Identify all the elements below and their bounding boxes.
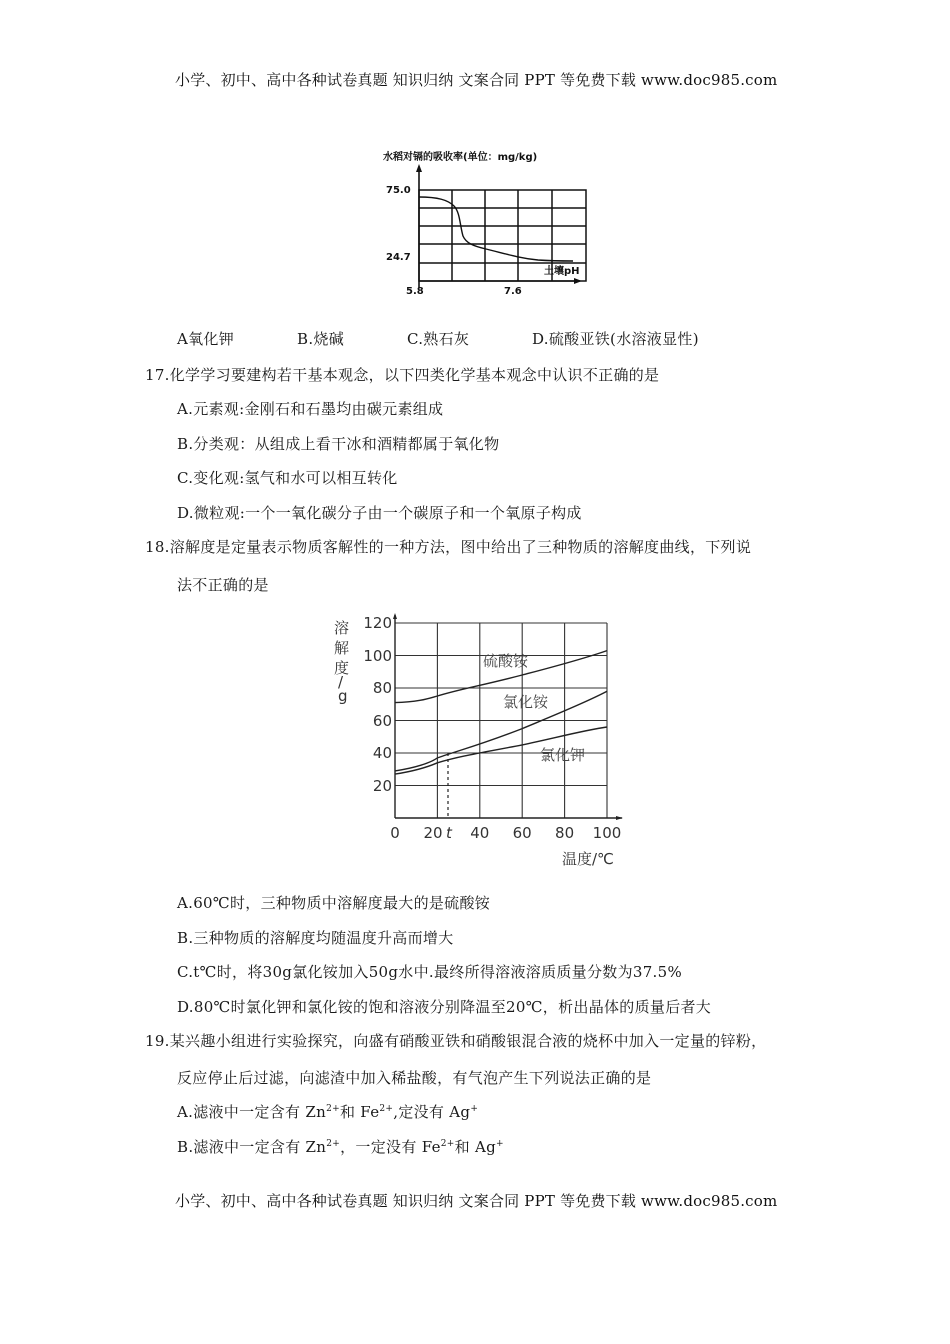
q17-stem: 17.化学学习要建构若干基本观念，以下四类化学基本观念中认识不正确的是	[145, 366, 660, 384]
label-ammonium-sulfate: 硫酸铵	[483, 652, 529, 670]
q17-option-b: B.分类观：从组成上看干冰和酒精都属于氧化物	[177, 435, 500, 453]
page-footer-watermark: 小学、初中、高中各种试卷真题 知识归纳 文案合同 PPT 等免费下载 www.doc985.com	[175, 1192, 778, 1210]
chart1-x-axis-label: 土壤pH	[544, 266, 580, 277]
q17-option-a: A.元素观:金刚石和石墨均由碳元素组成	[177, 400, 444, 418]
q16-option-d: D.硫酸亚铁(水溶液显性)	[532, 330, 699, 348]
x-tick: 0	[390, 824, 400, 842]
q17-option-d: D.微粒观:一个一氧化碳分子由一个碳原子和一个氧原子构成	[177, 504, 582, 522]
q19-stem-line2: 反应停止后过滤，向滤渣中加入稀盐酸，有气泡产生下列说法正确的是	[177, 1069, 652, 1087]
q18-option-d: D.80℃时氯化钾和氯化铵的饱和溶液分别降温至20℃，析出晶体的质量后者大	[177, 998, 712, 1016]
label-ammonium-chloride: 氯化铵	[503, 693, 549, 711]
x-tick-t: t	[446, 824, 452, 842]
y-axis-label-char: g	[338, 687, 348, 705]
y-tick: 100	[363, 647, 392, 665]
y-tick: 120	[363, 614, 392, 632]
q16-option-b: B.烧碱	[297, 330, 344, 348]
y-axis-label-char: /	[338, 673, 344, 691]
x-tick: 100	[592, 824, 622, 842]
x-tick: 80	[555, 824, 575, 842]
q18-option-b: B.三种物质的溶解度均随温度升高而增大	[177, 929, 454, 947]
chart1-x-76: 7.6	[504, 286, 522, 297]
q18-option-a: A.60℃时，三种物质中溶解度最大的是硫酸铵	[177, 894, 491, 912]
q18-stem-line1: 18.溶解度是定量表示物质客解性的一种方法，图中给出了三种物质的溶解度曲线，下列说	[145, 538, 752, 556]
q17-option-c: C.变化观:氢气和水可以相互转化	[177, 469, 398, 487]
q19-stem-line1: 19.某兴趣小组进行实验探究，向盛有硝酸亚铁和硝酸银混合液的烧杯中加入一定量的锌粉，	[145, 1032, 767, 1050]
x-tick: 40	[470, 824, 490, 842]
q19-option-b: B.滤液中一定含有 $Zn^{2+}$，一定没有 $Fe^{2+}$和 Ag+	[177, 1138, 504, 1156]
chart1-y-24: 24.7	[386, 252, 411, 263]
q19-option-a: A.滤液中一定含有 $Zn^{2+}$和 $Fe^{2+}$,定没有 Ag+	[177, 1103, 479, 1121]
page-header-watermark: 小学、初中、高中各种试卷真题 知识归纳 文案合同 PPT 等免费下载 www.doc985.com	[175, 71, 778, 89]
y-axis-label-char: 溶	[334, 619, 350, 637]
q16-option-a: A氧化钾	[177, 330, 235, 348]
y-axis-label-char: 度	[334, 659, 350, 677]
y-axis-label-char: 解	[334, 639, 350, 657]
chart-cadmium-absorption	[378, 148, 608, 298]
chart1-x-58: 5.8	[406, 286, 424, 297]
chart-solubility-curves	[330, 605, 640, 870]
q16-option-c: C.熟石灰	[407, 330, 470, 348]
absorption-curve	[419, 197, 573, 261]
y-tick: 20	[372, 777, 392, 795]
q18-option-c: C.t℃时，将30g氯化铵加入50g水中.最终所得溶液溶质质量分数为37.5%	[177, 963, 683, 981]
y-tick: 40	[372, 744, 392, 762]
chart1-title: 水稻对镉的吸收率(单位：mg/kg)	[383, 152, 538, 163]
y-tick: 80	[372, 679, 392, 697]
x-tick: 60	[512, 824, 532, 842]
chart1-y-75: 75.0	[386, 185, 411, 196]
q18-stem-line2: 法不正确的是	[177, 576, 269, 594]
y-tick: 60	[372, 712, 392, 730]
label-potassium-chloride: 氯化钾	[540, 746, 586, 764]
x-axis-label: 温度/℃	[562, 850, 614, 868]
x-tick: 20	[423, 824, 443, 842]
